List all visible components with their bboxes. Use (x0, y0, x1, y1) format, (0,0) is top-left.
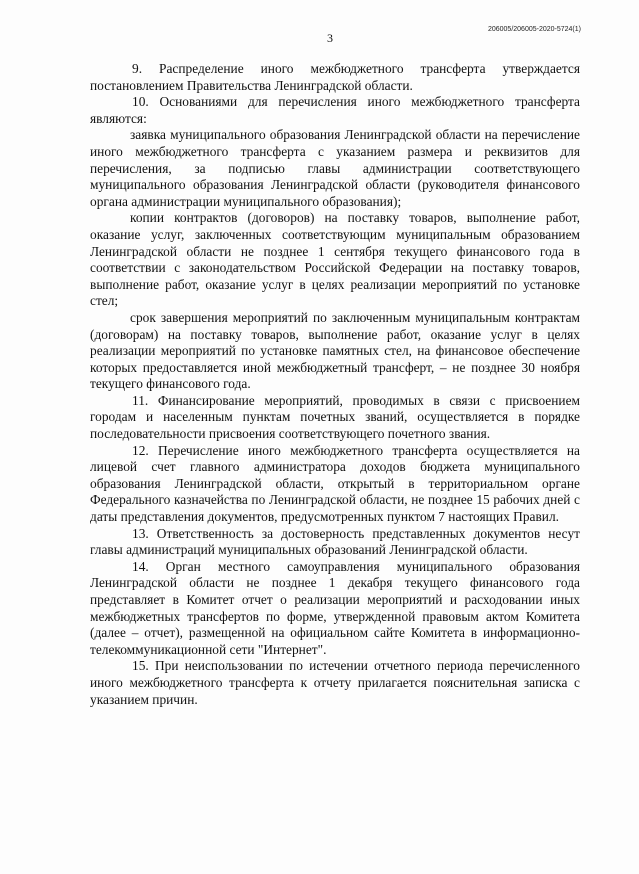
document-body (90, 61, 580, 708)
paragraph-contract-copies: копии контрактов (договоров) на поставку товаров, выполнение работ, оказание услуг, заключенных соответствующим муниципальным образованием Ленинградской области не позднее 1 сентября текущего финансового года в соответствии с законодательством Российской Федерации на поставку товаров, выполнение работ, оказание услуг в целях реализации мероприятий по установке стел; (90, 210, 580, 309)
page-number: 3 (327, 31, 333, 45)
paragraph-completion-deadline: срок завершения мероприятий по заключенным муниципальным контрактам (договорам) на поставку товаров, выполнение работ, оказание услуг в целях реализации мероприятий по установке памятных стел, на финансовое обеспечение которых предоставляется иной межбюджетный трансферт, – не позднее 30 ноября текущего финансового года. (90, 309, 580, 392)
paragraph-10: 10. Основаниями для перечисления иного межбюджетного трансферта являются: (90, 94, 580, 126)
paragraph-11: 11. Финансирование мероприятий, проводимых в связи с присвоением городам и населенным пунктам почетных званий, осуществляется в порядке последовательности присвоения соответствующего почетного звания. (90, 392, 580, 442)
paragraph-9: 9. Распределение иного межбюджетного трансферта утверждается постановлением Правительства Ленинградской области. (90, 61, 580, 93)
paragraph-application: заявка муниципального образования Ленинградской области на перечисление иного межбюджетного трансферта с указанием размера и реквизитов для перечисления, за подписью главы администрации соответствующего муниципального образования Ленинградской области (руководителя финансового органа администрации муниципального образования); (90, 127, 580, 209)
paragraph-12: 12. Перечисление иного межбюджетного трансферта осуществляется на лицевой счет главного администратора доходов бюджета муниципального образования Ленинградской области, открытый в территориальном органе Федерального казначейства по Ленинградской области, не позднее 15 рабочих дней с даты представления документов, предусмотренных пунктом 7 настоящих Правил. (90, 442, 580, 525)
document-id: 206005/206005-2020-5724(1) (487, 26, 581, 33)
paragraph-13: 13. Ответственность за достоверность представленных документов несут главы администраций муниципальных образований Ленинградской области. (90, 525, 580, 558)
paragraph-15: 15. При неиспользовании по истечении отчетного периода перечисленного иного межбюджетного трансферта к отчету прилагается пояснительная записка с указанием причин. (90, 658, 580, 707)
paragraph-14: 14. Орган местного самоуправления муниципального образования Ленинградской области не позднее 1 декабря текущего финансового года представляет в Комитет отчет о реализации мероприятий и расходовании иных межбюджетных трансфертов по форме, утвержденной правовым актом Комитета (далее – отчет), размещенной на официальном сайте Комитета в информационно-телекоммуникационной сети "Интернет". (90, 558, 580, 657)
